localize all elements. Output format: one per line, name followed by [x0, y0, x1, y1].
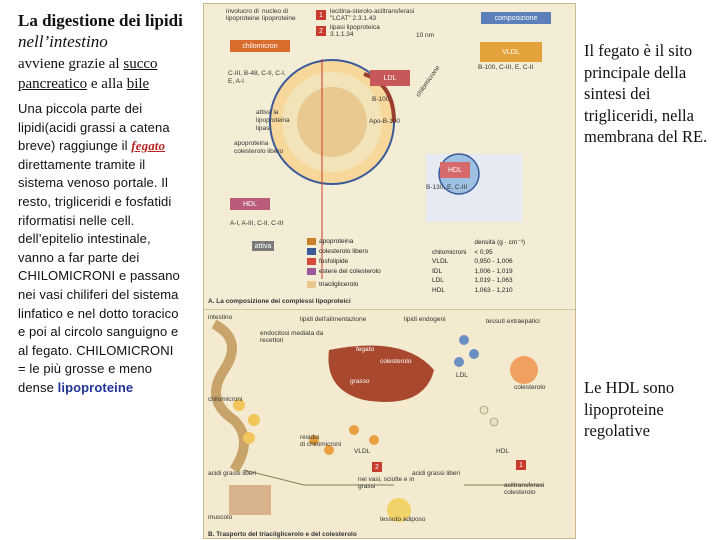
label-acil-1: aciltransferasi: [504, 482, 545, 489]
density-header-label: densità (g · cm: [474, 239, 518, 246]
legend-apoproteina: [307, 238, 353, 245]
attiva-box: attiva: [252, 241, 274, 251]
hdl-particle-1: [480, 406, 488, 414]
panel-b-illustration: [204, 310, 576, 539]
attiva-lipasi-2: lipoproteina: [256, 117, 290, 124]
hdl-particle-2: [490, 418, 498, 426]
header-involucro: involucro di lipoproteine: [226, 8, 260, 22]
vldl-box: VLDL: [480, 42, 542, 62]
left-subtitle: [18, 54, 183, 94]
body-fegato: fegato: [131, 138, 166, 154]
hdl-small-apo: B-130, E, C-III: [426, 184, 468, 191]
extrahepatic-cell-shape: [510, 356, 538, 384]
table-cell: < 0,95: [474, 248, 493, 256]
marker-1: 1: [316, 10, 326, 20]
legend-swatch: [307, 258, 316, 265]
ldl-particle-3: [454, 357, 464, 367]
header-nucleo: nucleo di lipoproteine: [262, 8, 296, 22]
body-lipoproteine: lipoproteine: [57, 379, 134, 395]
body-part-2: direttamente tramite il sistema venoso portale. Il resto, trigliceridi e fosfatidi riformatisi nelle cell. dell’epitelio intestinale, vanno a far parte dei CHILOMICRONI e passano nei vasi chiliferi del sistema linfatico e nel dotto toracico e poi al circolo sanguigno e al fegato. CHILOMICRONI = le più grosse e meno dense: [18, 156, 180, 395]
density-header-unit: ⁻³): [517, 239, 526, 246]
title-bold: La digestione dei lipidi: [18, 11, 183, 30]
attiva-lipasi-1: attiva la: [256, 109, 279, 116]
vldl-apo: B-100, C-III, E, C-II: [478, 64, 534, 71]
label-colesterolo-2: colesterolo: [514, 384, 546, 391]
label-hdl: HDL: [496, 448, 510, 455]
ldl-particle-2: [469, 349, 479, 359]
subtitle-part-1: avviene grazie al: [18, 56, 120, 72]
lipoprotein-figure: [203, 3, 576, 539]
label-fegato: fegato: [356, 346, 375, 353]
vldl-particle-2: [369, 435, 379, 445]
table-cell: LDL: [432, 277, 444, 284]
table-cell: HDL: [432, 286, 446, 294]
legend-swatch: [307, 281, 316, 288]
lipasi-label-1: lipasi lipoproteica: [330, 24, 380, 31]
table-cell: 1,063 - 1,210: [474, 286, 513, 294]
chilomicron-apo: C-III, B-48, C-II, C-I, E, A-I: [228, 70, 286, 85]
chilomicrone-rim-label: chilomicrone: [414, 64, 442, 99]
hdl-box: HDL: [230, 198, 270, 210]
chylomicron-particle-3: [243, 432, 255, 444]
label-chilomicroni: chilomicroni: [208, 396, 243, 403]
legend-colesterolo: [307, 248, 368, 255]
legend-swatch: [307, 248, 316, 255]
liver-shape: [328, 346, 434, 403]
legend-label: apoproteina: [319, 238, 354, 245]
attiva-lipasi-3: lipasi: [256, 125, 271, 132]
density-table: [428, 238, 529, 295]
left-title: [18, 10, 183, 52]
label-ldl: LDL: [456, 372, 468, 379]
label-residui-1: residui: [300, 434, 320, 441]
table-cell: 1,019 - 1,063: [474, 277, 513, 284]
scale-10nm: 10 nm: [416, 32, 435, 39]
ldl-particle-1: [459, 335, 469, 345]
subtitle-succo-pancreatico: succo pancreatico: [18, 56, 158, 92]
hdl-box-apo: A-I, A-III, C-II, C-III: [230, 220, 284, 227]
right-text-hdl: Le HDL sono lipoproteine regolative: [584, 378, 675, 440]
marker-b-1: 1: [516, 460, 526, 470]
legend-swatch: [307, 268, 316, 275]
legend-fosfolipide: [307, 258, 348, 265]
legend-estere: [307, 268, 381, 275]
lipoprotein-inner-core-shape: [297, 87, 367, 157]
label-vldl: VLDL: [354, 448, 371, 455]
label-vasi: nei vasi, sciolte e in grassi: [358, 476, 415, 490]
table-row: [428, 257, 529, 267]
table-cell: 0,950 - 1,006: [474, 258, 513, 265]
body-part-1: Una piccola parte dei lipidi(acidi grassi a catena breve) raggiunge il: [18, 101, 170, 154]
panel-a-caption: A. La composizione dei complessi lipoproteici: [208, 298, 351, 305]
label-tessuti-extra: tessuti extraepatici: [486, 318, 540, 325]
label-acidi-grassi-2: acidi grassi liberi: [412, 470, 461, 477]
left-body-text: [18, 100, 183, 398]
lipasi-label-2: 3.1.1.34: [330, 31, 354, 38]
ldl-box: LDL: [370, 70, 410, 86]
label-colesterolo: colesterolo: [380, 358, 412, 365]
legend-label: triacilglicerolo: [319, 281, 359, 288]
hdl-small-box: HDL: [440, 162, 470, 178]
ldl-apo: B-100: [372, 96, 390, 103]
left-text-column: [18, 10, 183, 398]
vldl-particle-1: [349, 425, 359, 435]
label-acidi-grassi-1: acidi grassi liberi: [208, 470, 257, 477]
legend-label: colesterolo libero: [319, 248, 369, 255]
table-row: [428, 248, 529, 258]
lcat-label-2: "LCAT" 2.3.1.43: [330, 15, 377, 22]
label-lipidi-alim: lipidi dell'alimentazione: [300, 316, 367, 323]
subtitle-bile: bile: [126, 76, 150, 92]
marker-b-2: 2: [372, 462, 382, 472]
table-cell: IDL: [432, 267, 443, 275]
panel-a-composition: [204, 4, 576, 309]
composizione-box: composizione: [481, 12, 551, 24]
lcat-label-1: lecitina-sterolo-aciltransferasi: [330, 8, 415, 15]
muscle-shape: [229, 485, 271, 515]
title-italic: nell’intestino: [18, 32, 108, 51]
subtitle-part-3: e alla: [90, 76, 123, 92]
label-intestino: intestino: [208, 314, 233, 321]
marker-2: 2: [316, 26, 326, 36]
table-cell: 1,006 - 1,019: [474, 267, 513, 275]
label-muscolo: muscolo: [208, 514, 233, 521]
apo-b100-label: Apo-B-100: [369, 118, 401, 125]
density-header: [428, 238, 529, 248]
panel-b-transport: [204, 309, 576, 539]
label-lipidi-end: lipidi endogeni: [404, 316, 446, 323]
label-endocitosi: endocitosi mediata da recettori: [260, 330, 324, 344]
colesterolo-libero-label: colesterolo libero: [234, 148, 284, 155]
legend-label: fosfolipide: [319, 258, 349, 265]
table-cell: chilomicroni: [432, 248, 467, 256]
table-row: [428, 267, 529, 277]
table-cell: VLDL: [432, 258, 449, 265]
chilomicron-box: chilomicron: [230, 40, 290, 52]
right-text-fegato: Il fegato è il sito principale della sintesi dei trigliceridi, nella membrana del RE.: [584, 41, 708, 146]
label-residui-2: di chilomicroni: [300, 441, 342, 448]
label-adiposo: tessuto adiposo: [380, 516, 426, 523]
panel-b-caption: B. Trasporto del triacilglicerolo e del colesterolo: [208, 531, 357, 538]
table-row: [428, 276, 529, 286]
legend-label: estere del colesterolo: [319, 268, 381, 275]
legend-swatch: [307, 238, 316, 245]
apoproteina-label: apoproteina: [234, 140, 269, 147]
label-acil-2: colesterolo: [504, 489, 536, 496]
table-row: [428, 286, 529, 296]
chylomicron-particle-2: [248, 414, 260, 426]
legend-triacilglicerolo: [307, 281, 358, 288]
label-grasso: grasso: [350, 378, 370, 385]
